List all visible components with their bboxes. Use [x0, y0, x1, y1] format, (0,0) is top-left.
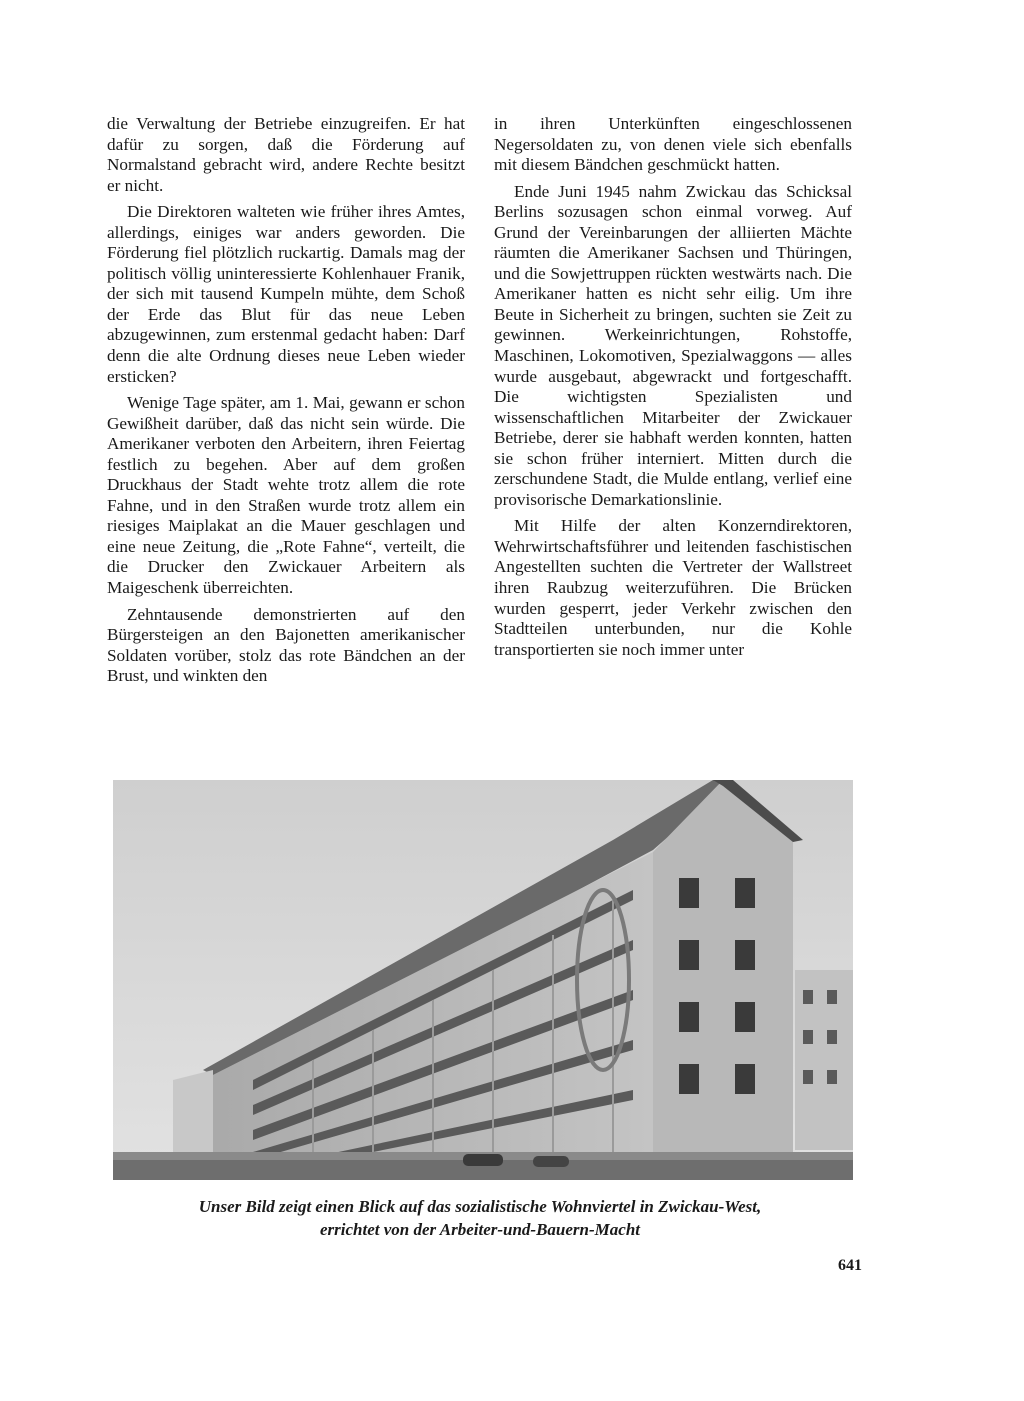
- page-number: 641: [838, 1257, 862, 1274]
- building-photo: [113, 780, 853, 1180]
- paragraph: die Verwaltung der Betriebe einzugreifen. Er hat dafür zu sorgen, daß die Förderung auf Normalstand gebracht wird, andere Rechte besitzt er nicht.: [107, 114, 465, 195]
- figure-caption: [100, 1195, 860, 1241]
- paragraph: Wenige Tage später, am 1. Mai, gewann er schon Gewißheit darüber, daß das nicht sein würde. Die Amerikaner verboten den Arbeitern, ihren Feiertag festlich zu begehen. Aber auf dem großen Druckhaus der Stadt wehte trotz allem die rote Fahne, und in den Straßen wurde trotz allem ein riesiges Maiplakat an die Mauer geschlagen und eine neue Zeitung, die „Rote Fahne“, verteilt, die die Drucker den Zwickauer Arbeitern als Maigeschenk überreichten.: [107, 393, 465, 598]
- paragraph: Zehntausende demonstrierten auf den Bürgersteigen an den Bajonetten amerikanischer Soldaten vorüber, stolz das rote Bändchen an der Brust, und winkten den: [107, 604, 465, 686]
- paragraph: Mit Hilfe der alten Konzerndirektoren, Wehrwirtschaftsführer und leitenden faschistischen Angestellten suchten die Vertreter der Wallstreet ihren Raubzug weiterzuführen. Die Brücken wurden gesperrt, jeder Verkehr zwischen den Stadtteilen unterbunden, nur die Kohle transportierten sie noch immer unter: [494, 516, 852, 659]
- caption-line: errichtet von der Arbeiter-und-Bauern-Macht: [319, 1220, 641, 1239]
- right-text-column: [494, 114, 852, 666]
- paragraph: in ihren Unterkünften eingeschlossenen Negersoldaten zu, von denen viele sich ebenfalls mit diesem Bändchen geschmückt hatten.: [494, 114, 852, 175]
- paragraph: Ende Juni 1945 nahm Zwickau das Schicksal Berlins sozusagen schon einmal vorweg. Auf Grund der Vereinbarungen der alliierten Mächte räumten die Amerikaner Sachsen und Thüringen, und die Sowjettruppen rückten westwärts nach. Die Amerikaner hatten es nicht sehr eilig. Um ihre Beute in Sicherheit zu bringen, suchten sie Zeit zu gewinnen. Werkeinrichtungen, Rohstoffe, Maschinen, Lokomotiven, Spezialwaggons — alles wurde ausgebaut, abgewrackt und fortgeschafft. Die wichtigsten Spezialisten und wissenschaftlichen Mitarbeiter der Zwickauer Betriebe, derer sie habhaft werden konnten, hatten sie schon früher interniert. Mitten durch die zerschundene Stadt, die Mulde entlang, verlief eine provisorische Demarkationslinie.: [494, 181, 852, 509]
- left-text-column: [107, 114, 465, 693]
- caption-line: Unser Bild zeigt einen Blick auf das sozialistische Wohnviertel in Zwickau-West,: [198, 1197, 762, 1216]
- paragraph: Die Direktoren walteten wie früher ihres Amtes, allerdings, einiges war anders geworden. Die Förderung fiel plötzlich ruckartig. Damals mag der politisch völlig uninteressierte Kohlenhauer Franik, der sich mit tausend Kumpeln mühte, dem Schoß der Erde das Blut für das neue Leben abzugewinnen, zum erstenmal gedacht haben: Darf denn die alte Ordnung dieses neue Leben wieder ersticken?: [107, 202, 465, 386]
- apartment-building-photo-icon: [113, 780, 853, 1180]
